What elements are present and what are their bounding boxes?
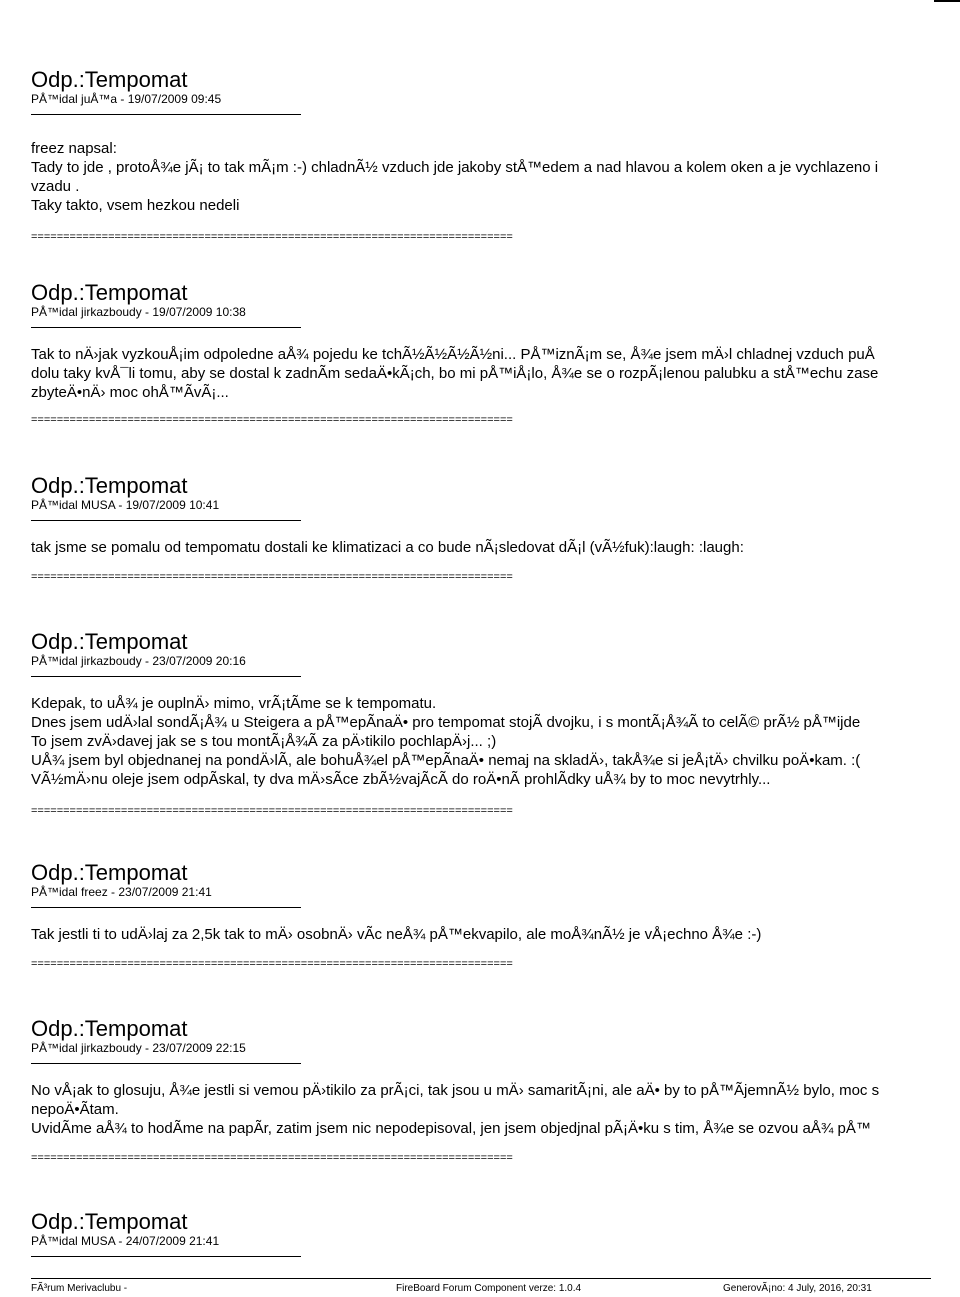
post-meta: PÅ™idal jirkazboudy - 23/07/2009 20:16 [31,654,246,668]
post-body-line: VÃ½mÄ›nu oleje jsem odpÃskal, ty dva mÄ›sÃce zbÃ½vajÃcÃ do roÄ•nÃ prohlÃdky uÅ¾ by to moc nevytrhly... [31,771,771,788]
footer-generated-date: GenerovÃ¡no: 4 July, 2016, 20:31 [723,1283,872,1294]
post-separator: =========================================================================== [31,571,513,583]
post-title: Odp.:Tempomat [31,629,188,654]
post-body [31,925,960,944]
forum-post [31,1017,960,1164]
post-header-rule [31,1256,301,1257]
post-body [31,1081,960,1138]
post-body [31,538,960,557]
post-body-line: freez napsal: [31,140,117,157]
post-header-rule [31,1063,301,1064]
post-title: Odp.:Tempomat [31,1016,188,1041]
post-body-line: Dnes jsem udÄ›lal sondÃ¡Å¾ u Steigera a pÅ™epÃnaÄ• pro tempomat stojÃ dvojku, i s montÃ¡Å¾Ã to celÃ© prÃ½ pÅ™ijde [31,714,861,731]
post-body-line: Taky takto, vsem hezkou nedeli [31,197,240,214]
page-footer [31,1278,931,1296]
post-body-line: tak jsme se pomalu od tempomatu dostali ke klimatizaci a co bude nÃ¡sledovat dÃ¡l (vÃ½fuk):laugh: :laugh: [31,539,744,556]
forum-post [31,68,960,243]
post-header-rule [31,676,301,677]
forum-post [31,1210,960,1257]
post-separator: =========================================================================== [31,1152,513,1164]
post-body-line: UÅ¾ jsem byl objednanej na pondÄ›lÃ, ale bohuÅ¾el pÅ™epÃnaÄ• nemaj na skladÄ›, takÅ¾e si jeÅ¡tÄ› chvilku poÄ•kam. :( [31,752,861,769]
footer-component-version: FireBoard Forum Component verze: 1.0.4 [396,1283,582,1294]
footer-rule [31,1278,931,1279]
post-separator: =========================================================================== [31,231,513,243]
post-body-line: nepoÄ•Ãtam. [31,1101,119,1118]
post-separator: =========================================================================== [31,958,513,970]
post-title: Odp.:Tempomat [31,67,188,92]
post-title: Odp.:Tempomat [31,280,188,305]
post-body-line: To jsem zvÄ›davej jak se s tou montÃ¡Å¾Ã za pÄ›tikilo pochlapÄ›j... ;) [31,733,497,750]
post-title: Odp.:Tempomat [31,1209,188,1234]
post-body-line: dolu taky kvÅ¯li tomu, aby se dostal k zadnÃm sedaÄ•kÃ¡ch, bo mi pÅ™iÅ¡lo, Å¾e se o rozpÃ¡lenou palubku a stÅ™echu zase [31,365,879,382]
forum-post [31,281,960,426]
post-body-line: zbyteÄ•nÄ› moc ohÅ™ÃvÃ¡... [31,384,229,401]
post-body-line: UvidÃme aÅ¾ to hodÃme na papÃr, zatim jsem nic nepodepisoval, jen jsem objedjnal pÃ¡Ä•ku s tim, Å¾e se ozvou aÅ¾ pÅ™ [31,1120,871,1137]
post-body-line: Tak jestli ti to udÄ›laj za 2,5k tak to mÄ› osobnÄ› vÃc neÅ¾ pÅ™ekvapilo, ale moÅ¾nÃ½ je vÅ¡echno Å¾e :-) [31,926,762,943]
post-body-line: Kdepak, to uÅ¾ je ouplnÄ› mimo, vrÃ¡tÃme se k tempomatu. [31,695,437,712]
forum-post [31,630,960,817]
post-body-line: Tady to jde , protoÅ¾e jÃ¡ to tak mÃ¡m :-) chladnÃ½ vzduch jde jakoby stÅ™edem a nad hlavou a kolem oken a je vychlazeno i [31,159,879,176]
post-body [31,345,960,402]
forum-post [31,474,960,583]
post-meta: PÅ™idal MUSA - 19/07/2009 10:41 [31,498,220,512]
post-meta: PÅ™idal jirkazboudy - 23/07/2009 22:15 [31,1041,246,1055]
forum-post [31,861,960,970]
post-body [31,139,960,215]
post-meta: PÅ™idal jirkazboudy - 19/07/2009 10:38 [31,305,246,319]
post-header-rule [31,520,301,521]
post-body-line: vzadu . [31,178,80,195]
post-meta: PÅ™idal juÅ™a - 19/07/2009 09:45 [31,92,222,106]
post-header-rule [31,327,301,328]
post-header-rule [31,114,301,115]
post-meta: PÅ™idal freez - 23/07/2009 21:41 [31,885,212,899]
post-meta: PÅ™idal MUSA - 24/07/2009 21:41 [31,1234,220,1248]
post-header-rule [31,907,301,908]
post-body-line: No vÅ¡ak to glosuju, Å¾e jestli si vemou pÄ›tikilo za prÃ¡ci, tak jsou u mÄ› samaritÃ¡ni, ale aÄ• by to pÅ™ÃjemnÃ½ bylo, moc s [31,1082,880,1099]
post-separator: =========================================================================== [31,414,513,426]
post-title: Odp.:Tempomat [31,473,188,498]
post-body-line: Tak to nÄ›jak vyzkouÅ¡im odpoledne aÅ¾ pojedu ke tchÃ½Ã½Ã½Ã½ni... PÅ™iznÃ¡m se, Å¾e jsem mÄ›l chladnej vzduch puÅ [31,346,875,363]
post-title: Odp.:Tempomat [31,860,188,885]
footer-site-name: FÃ³rum Merivaclubu - [31,1283,128,1294]
post-body [31,694,960,789]
post-separator: =========================================================================== [31,805,513,817]
